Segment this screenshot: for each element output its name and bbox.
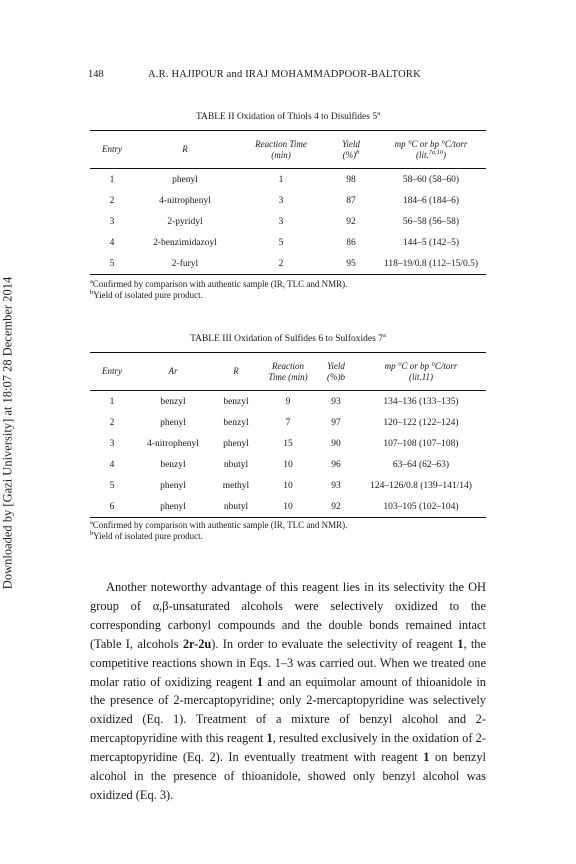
cell-r: benzyl [223,418,249,428]
cell-r: 2-pyridyl [167,217,203,227]
cell-entry: 4 [109,238,115,248]
table3 [90,352,486,518]
cell-entry: 5 [109,258,115,269]
cell-entry: 3 [109,217,115,227]
running-title: A.R. HAJIPOUR and IRAJ MOHAMMADPOOR-BALTORK [148,69,421,80]
table2-bottom-rule [90,275,486,276]
table3-caption-sup: a [382,331,386,339]
table2-footnote-b: $^b$Yield of isolated pure product. [90,288,203,300]
table2-caption-sup: a [377,109,381,117]
cell-entry: 5 [109,481,115,491]
table3-header-entry: Entry [102,366,122,376]
table2-caption-text: TABLE II Oxidation of Thiols 4 to Disulfides 5 [195,112,378,122]
cell-mp: 144–5 (142–5) [402,238,460,248]
table3-bottom-rule [90,518,486,519]
download-watermark [0,268,18,598]
cell-yield: 96 [331,460,341,470]
cell-mp: 118–19/0.8 (112–15/0.5) [383,258,479,269]
cell-time: 10 [283,501,293,512]
table-row [90,254,486,275]
table2 [90,130,486,275]
cell-time: 3 [278,196,284,206]
cell-entry: 1 [109,174,115,185]
table3-footnote-b: $^b$Yield of isolated pure product. [90,529,203,541]
cell-time: 3 [278,217,284,227]
table2-footnote-a: $^a$Confirmed by comparison with authentic sample (IR, TLC and NMR). [90,278,348,289]
cell-r: 4-nitrophenyl [159,196,211,206]
table-row [90,434,486,455]
cell-time: 1 [278,174,284,185]
table-row [90,191,486,212]
cell-r: 2-benzimidazoyl [153,238,217,248]
cell-ar: phenyl [160,418,186,428]
cell-r: phenyl [223,439,249,449]
table-row [90,413,486,434]
cell-yield: 93 [331,396,341,407]
table3-header-ar: Ar [168,366,178,376]
table-row [90,391,486,413]
cell-r: nbutyl [223,501,249,512]
table3-caption-text: TABLE III Oxidation of Sulfides 6 to Sulfoxides 7 [190,334,383,344]
cell-entry: 2 [109,418,115,428]
cell-r: nbutyl [223,460,249,470]
cell-entry: 3 [109,439,115,449]
cell-yield: 98 [346,174,356,185]
cell-r: phenyl [172,174,198,185]
cell-entry: 4 [109,460,115,470]
table-row [90,476,486,497]
cell-time: 7 [285,418,291,428]
page-number: 148 [88,69,104,80]
table3-header-row [90,353,486,391]
cell-yield: 87 [346,196,356,206]
table2-header-entry: Entry [102,144,122,154]
cell-r: 2-furyl [171,258,199,269]
cell-time: 5 [278,238,284,248]
table-row [90,233,486,254]
cell-yield: 95 [346,258,356,269]
table3-header-mp: mp °C or bp °C/torr (lit.11) [384,360,458,382]
cell-ar: 4-nitrophenyl [147,439,199,449]
table-row [90,169,486,191]
table2-header-mp: mp °C or bp °C/torr (lit.$^{7a,10}$) [394,138,468,160]
cell-mp: 134–136 (133–135) [383,396,459,407]
cell-yield: 86 [346,238,356,248]
cell-entry: 2 [109,196,115,206]
cell-entry: 1 [109,396,115,407]
table3-header-time: Reaction Time (min) [268,360,308,382]
table2-header-row [90,131,486,169]
table2-header-r: R [182,144,188,154]
cell-time: 10 [283,481,293,491]
table3-footnotes [90,520,347,541]
cell-r: benzyl [223,396,249,407]
table-row [90,212,486,233]
cell-yield: 92 [346,217,356,227]
table3-footnote-a: $^a$Confirmed by comparison with authentic sample (IR, TLC and NMR). [90,519,348,530]
cell-time: 9 [285,396,291,407]
cell-yield: 93 [331,481,341,491]
table2-header-yield: Yield (%)$^b$ [342,138,360,160]
cell-r: methyl [222,481,250,491]
cell-mp: 58–60 (58–60) [402,174,460,185]
cell-ar: benzyl [160,396,186,407]
table-row [90,497,486,518]
cell-mp: 63–64 (62–63) [392,460,450,470]
table2-footnotes [90,279,347,300]
cell-ar: benzyl [160,460,186,470]
cell-yield: 90 [331,439,341,449]
table-row [90,455,486,476]
cell-entry: 6 [109,501,115,512]
cell-time: 15 [283,439,293,449]
table3-header-r: R [233,366,239,376]
cell-yield: 97 [331,418,341,428]
cell-time: 2 [278,258,284,269]
table3-header-yield: Yield (%)b [327,360,345,382]
cell-mp: 120–122 (122–124) [383,418,459,428]
download-note: Downloaded by [Gazi University] at 18:07 28 December 2014 [0,276,15,590]
cell-yield: 92 [331,501,341,512]
cell-mp: 107–108 (107–108) [383,439,459,449]
cell-time: 10 [283,460,293,470]
body-paragraph: Another noteworthy advantage of this reagent lies in its selectivity the OH group of α,β-unsaturated alcohols were selectively oxidized to the corresponding carbonyl compounds and the double bonds remained intact (Table I, alcohols 2r-2u). In order to evaluate the selectivity of reagent 1, the competitive reactions shown in Eqs. 1–3 was carried out. When we treated one molar ratio of oxidizing reagent 1 and an equimolar amount of thioanidole in the presence of 2-mercaptopyridine; only 2-mercaptopyridine was selectively oxidized (Eq. 1). Treatment of a mixture of benzyl alcohol and 2-mercaptopyridine with this reagent 1, resulted exclusively in the oxidation of 2-mercaptopyridine (Eq. 2). In eventually treatment with reagent 1 on benzyl alcohol in the presence of thioanidole, showed only benzyl alcohol was oxidized (Eq. 3). [90,580,487,802]
cell-mp: 56–58 (56–58) [402,217,460,227]
cell-mp: 103–105 (102–104) [383,501,459,512]
table2-caption [90,109,486,122]
cell-mp: 124–126/0.8 (139–141/14) [370,481,472,491]
cell-mp: 184–6 (184–6) [402,196,460,206]
cell-ar: phenyl [160,481,186,491]
table3-caption [90,331,486,344]
cell-ar: phenyl [160,501,186,512]
table2-header-time: Reaction Time (min) [255,138,307,160]
